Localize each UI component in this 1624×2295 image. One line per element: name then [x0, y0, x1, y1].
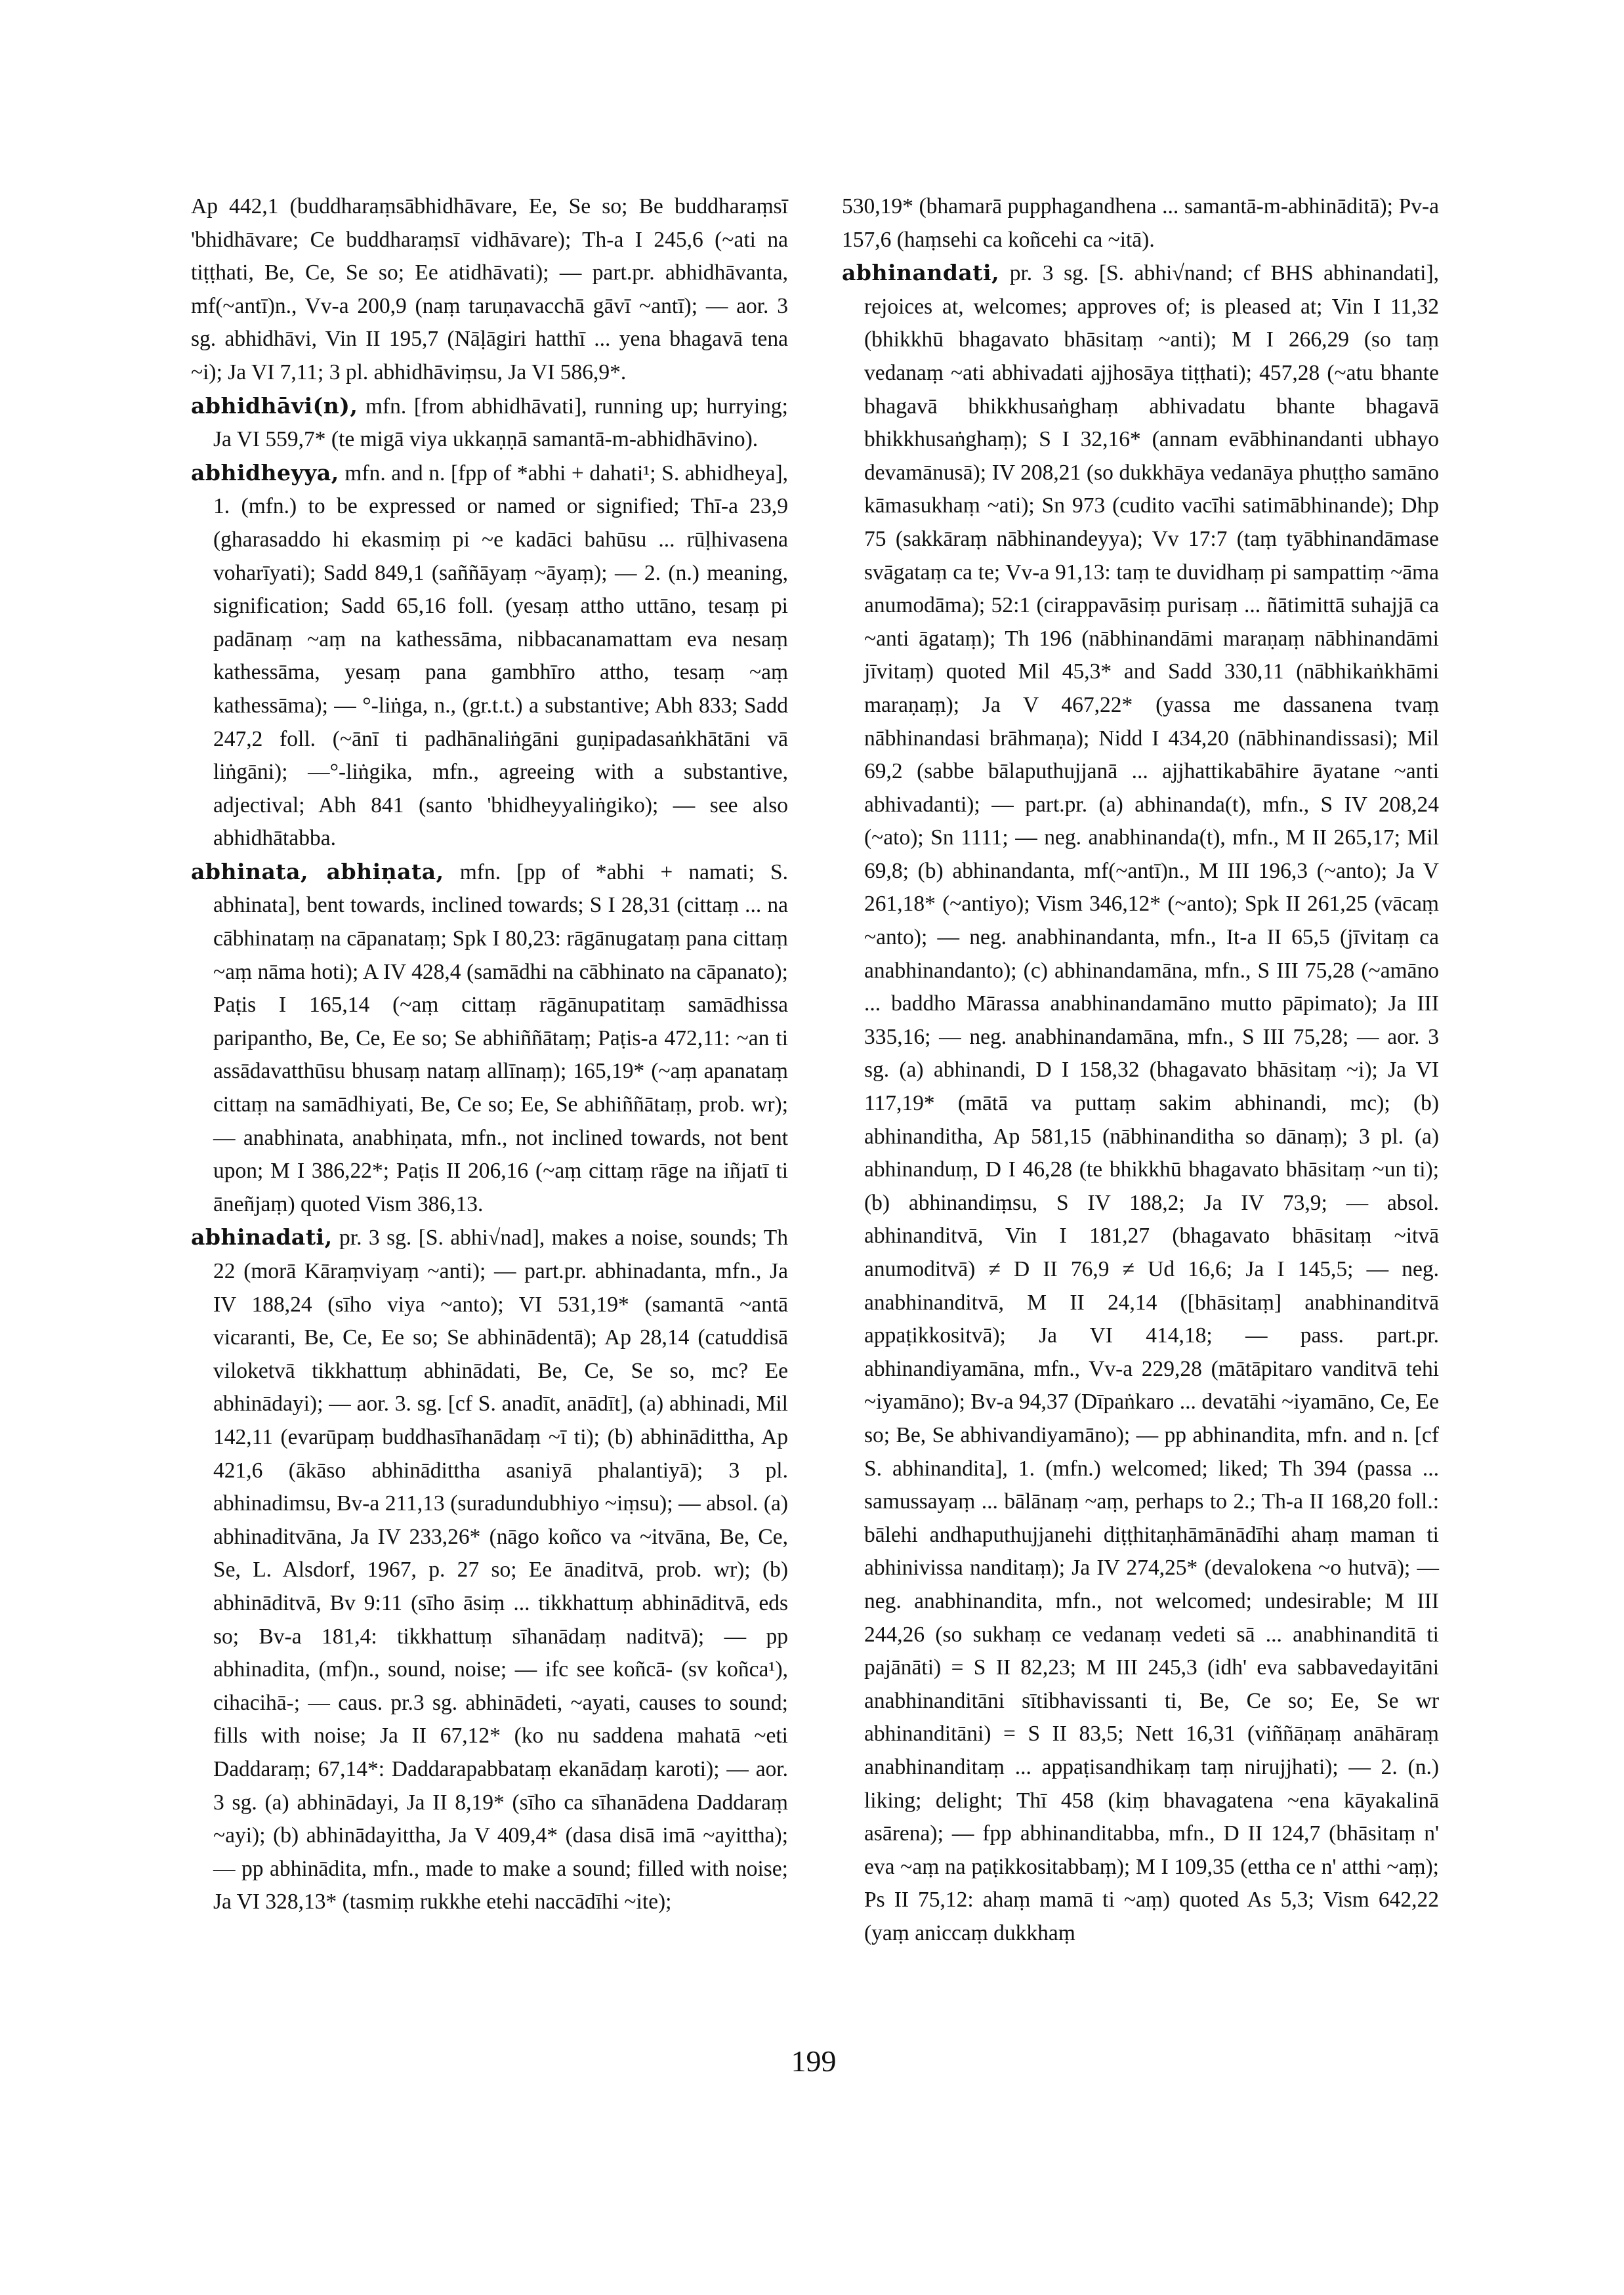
dictionary-entry: [191, 1221, 788, 1918]
headword: abhidheyya,: [191, 459, 339, 486]
entry-text: Ap 442,1 (buddharaṃsābhidhāvare, Ee, Se so; Be buddharaṃsī 'bhidhāvare; Ce buddharaṃsī vidhāvare); Th-a I 245,6 (~ati na tiṭṭhati, Be, Ce, Se so; Ee atidhāvati); — part.pr. abhidhāvanta, mf(~antī)n., Vv-a 200,9 (naṃ taruṇavacchā gāvī ~antī); — aor. 3 sg. abhidhāvi, Vin II 195,7 (Nāḷāgiri hatthī ... yena bhagavā tena ~i); Ja VI 7,11; 3 pl. abhidhāviṃsu, Ja VI 586,9*.: [191, 194, 788, 384]
entry-continuation: [842, 190, 1439, 257]
entry-continuation: [191, 190, 788, 390]
headword: abhinandati,: [842, 260, 1000, 286]
dictionary-entry: [191, 390, 788, 457]
dictionary-entry: [191, 457, 788, 856]
page-number: 199: [791, 2044, 837, 2078]
entry-text: 530,19* (bhamarā pupphagandhena ... samantā-m-abhināditā); Pv-a 157,6 (haṃsehi ca koñcehi ca ~itā).: [842, 194, 1439, 252]
headword: abhidhāvi(n),: [191, 392, 358, 419]
left-column: [191, 190, 788, 1919]
entry-text: mfn. and n. [fpp of *abhi + dahati¹; S. abhidheya], 1. (mfn.) to be expressed or named or signified; Thī-a 23,9 (gharasaddo hi ekasmiṃ pi ~e kadāci bahūsu ... rūḷhivasena voharīyati); Sadd 849,1 (saññāyaṃ ~āyaṃ); — 2. (n.) meaning, signification; Sadd 65,16 foll. (yesaṃ attho uttāno, tesaṃ pi padānaṃ ~aṃ na kathessāma, nibbacanamattam eva nesaṃ kathessāma, yesaṃ pana gambhīro attho, tesaṃ ~aṃ kathessāma); — °-liṅga, n., (gr.t.t.) a substantive; Abh 833; Sadd 247,2 foll. (~ānī ti padhānaliṅgāni guṇipadasaṅkhātāni vā liṅgāni); —°-liṅgika, mfn., agreeing with a substantive, adjectival; Abh 841 (santo 'bhidheyyaliṅgiko); — see also abhidhātabba.: [213, 461, 788, 851]
entry-text: pr. 3 sg. [S. abhi√nand; cf BHS abhinandati], rejoices at, welcomes; approves of; is pleased at; Vin I 11,32 (bhikkhū bhagavato bhāsitaṃ ~anti); M I 266,29 (so taṃ vedanaṃ ~ati abhivadati ajjhosāya tiṭṭhati); 457,28 (~atu bhante bhagavā bhikkhusaṅghaṃ abhivadatu bhante bhagavā bhikkhusaṅghaṃ); S I 32,16* (annam evābhinandanti ubhayo devamānusā); IV 208,21 (so dukkhāya vedanāya phuṭṭho samāno kāmasukhaṃ ~ati); Sn 973 (cudito vacīhi satimābhinande); Dhp 75 (sakkāraṃ nābhinandeyya); Vv 17:7 (taṃ tyābhinandāmase svāgataṃ ca te; Vv-a 91,13: taṃ te duvidhaṃ pi sampattiṃ ~āma anumodāma); 52:1 (cirappavāsiṃ purisaṃ ... ñātimittā suhajjā ca ~anti āgataṃ); Th 196 (nābhinandāmi maraṇaṃ nābhinandāmi jīvitaṃ) quoted Mil 45,3* and Sadd 330,11 (nābhikaṅkhāmi maraṇaṃ); Ja V 467,22* (yassa me dassanena tvaṃ nābhinandasi brāhmaṇa); Nidd I 434,20 (nābhinandissasi); Mil 69,2 (sabbe bālaputhujjanā ... ajjhattikabāhire āyatane ~anti abhivadanti); — part.pr. (a) abhinanda(t), mfn., S IV 208,24 (~ato); Sn 1111; — neg. anabhinanda(t), mfn., M II 265,17; Mil 69,8; (b) abhinandanta, mf(~antī)n., M III 196,3 (~anto); Ja V 261,18* (~antiyo); Vism 346,12* (~anto); Spk II 261,25 (vācaṃ ~anto); — neg. anabhinandanta, mfn., It-a II 65,5 (jīvitaṃ ca anabhinandanto); (c) abhinandamāna, mfn., S III 75,28 (~amāno ... baddho Mārassa anabhinandamāno mutto pāpimato); Ja III 335,16; — neg. anabhinandamāna, mfn., S III 75,28; — aor. 3 sg. (a) abhinandi, D I 158,32 (bhagavato bhāsitaṃ ~i); Ja VI 117,19* (mātā va puttaṃ sakim abhinandi, mc); (b) abhinanditha, Ap 581,15 (nābhinanditha so dānaṃ); 3 pl. (a) abhinanduṃ, D I 46,28 (te bhikkhū bhagavato bhāsitaṃ ~un ti); (b) abhinandiṃsu, S IV 188,2; Ja IV 73,9; — absol. abhinanditvā, Vin I 181,27 (bhagavato bhāsitaṃ ~itvā anumoditvā) ≠ D II 76,9 ≠ Ud 16,6; Ja I 145,5; — neg. anabhinanditvā, M II 24,14 ([bhāsitaṃ] anabhinanditvā appaṭikkositvā); Ja VI 414,18; — pass. part.pr. abhinandiyamāna, mfn., Vv-a 229,28 (mātāpitaro vanditvā tehi ~iyamāno); Bv-a 94,37 (Dīpaṅkaro ... devatāhi ~iyamāno, Ce, Ee so; Be, Se abhivandiyamāno); — pp abhinandita, mfn. and n. [cf S. abhinandita], 1. (mfn.) welcomed; liked; Th 394 (passa ... samussayaṃ ... bālānaṃ ~aṃ, perhaps to 2.; Th-a II 168,20 foll.: bālehi andhaputhujjanehi diṭṭhitaṇhāmānādīhi ahaṃ maman ti abhinivissa nanditaṃ); Ja IV 274,25* (devalokena ~o hutvā); — neg. anabhinandita, mfn., not welcomed; undesirable; M III 244,26 (so sukhaṃ ce vedanaṃ vedeti sā ... anabhinanditā ti pajānāti) = S II 82,23; M III 245,3 (idh' eva sabbavedayitāni anabhinanditāni sītibhavissanti ti, Be, Ce so; Ee, Se wr abhinanditāni) = S II 83,5; Nett 16,31 (viññāṇaṃ anāhāraṃ anabhinanditaṃ ... appaṭisandhikaṃ taṃ nirujjhati); — 2. (n.) liking; delight; Thī 458 (kiṃ bhavagatena ~ena kāyakalinā asārena); — fpp abhinanditabba, mfn., D II 124,7 (bhāsitaṃ n' eva ~aṃ na paṭikkositabbaṃ); M I 109,35 (ettha ce n' atthi ~aṃ); Ps II 75,12: ahaṃ mamā ti ~aṃ) quoted As 5,3; Vism 642,22 (yaṃ aniccaṃ dukkhaṃ: [864, 261, 1439, 1945]
headword: abhinadati,: [191, 1224, 333, 1251]
dictionary-entry: [842, 257, 1439, 1950]
entry-text: mfn. [from abhidhāvati], running up; hurrying; Ja VI 559,7* (te migā viya ukkaṇṇā samantā-m-abhidhāvino).: [213, 394, 788, 452]
dictionary-entry: [191, 856, 788, 1222]
headword: abhinata, abhiṇata,: [191, 858, 444, 884]
entry-text: mfn. [pp of *abhi + namati; S. abhinata], bent towards, inclined towards; S I 28,31 (cittaṃ ... na cābhinataṃ na cāpanataṃ; Spk I 80,23: rāgānugataṃ pana cittaṃ ~aṃ nāma hoti); A IV 428,4 (samādhi na cābhinato na cāpanato); Paṭis I 165,14 (~aṃ cittaṃ rāgānupatitaṃ samādhissa paripantho, Be, Ce, Ee so; Se abhiññātaṃ; Paṭis-a 472,11: ~an ti assādavatthūsu bhusaṃ nataṃ allīnaṃ); 165,19* (~aṃ apanataṃ cittaṃ na samādhiyati, Be, Ce so; Ee, Se abhiññātaṃ, prob. wr); — anabhinata, anabhiṇata, mfn., not inclined towards, not bent upon; M I 386,22*; Paṭis II 206,16 (~aṃ cittaṃ rāge na iñjatī ti āneñjaṃ) quoted Vism 386,13.: [213, 859, 788, 1216]
right-column: [842, 190, 1439, 1950]
entry-text: pr. 3 sg. [S. abhi√nad], makes a noise, sounds; Th 22 (morā Kāraṃviyaṃ ~anti); — part.pr. abhinadanta, mfn., Ja IV 188,24 (sīho viya ~anto); VI 531,19* (samantā ~antā vicaranti, Be, Ce, Ee so; Se abhinādentā); Ap 28,14 (catuddisā viloketvā tikkhattuṃ abhinādati, Be, Ce, Se so, mc? Ee abhinādayi); — aor. 3. sg. [cf S. anadīt, anādīt], (a) abhinadi, Mil 142,11 (evarūpaṃ buddhasīhanādaṃ ~ī ti); (b) abhinādittha, Ap 421,6 (ākāso abhinādittha asaniyā phalantiyā); 3 pl. abhinadimsu, Bv-a 211,13 (suradundubhiyo ~iṃsu); — absol. (a) abhinaditvāna, Ja IV 233,26* (nāgo koñco va ~itvāna, Be, Ce, Se, L. Alsdorf, 1967, p. 27 so; Ee ānaditvā, prob. wr); (b) abhināditvā, Bv 9:11 (sīho āsiṃ ... tikkhattuṃ abhināditvā, eds so; Bv-a 181,4: tikkhattuṃ sīhanādaṃ naditvā); — pp abhinadita, (mf)n., sound, noise; — ifc see koñcā- (sv koñca¹), cihacihā-; — caus. pr.3 sg. abhinādeti, ~ayati, causes to sound; fills with noise; Ja II 67,12* (ko nu saddena mahatā ~eti Daddaraṃ; 67,14*: Daddarapabbataṃ ekanādaṃ karoti); — aor. 3 sg. (a) abhinādayi, Ja II 8,19* (sīho ca sīhanādena Daddaraṃ ~ayi); (b) abhinādayittha, Ja V 409,4* (dasa disā imā ~ayittha); — pp abhinādita, mfn., made to make a sound; filled with noise; Ja VI 328,13* (tasmiṃ rukkhe etehi naccādīhi ~ite);: [213, 1226, 788, 1914]
